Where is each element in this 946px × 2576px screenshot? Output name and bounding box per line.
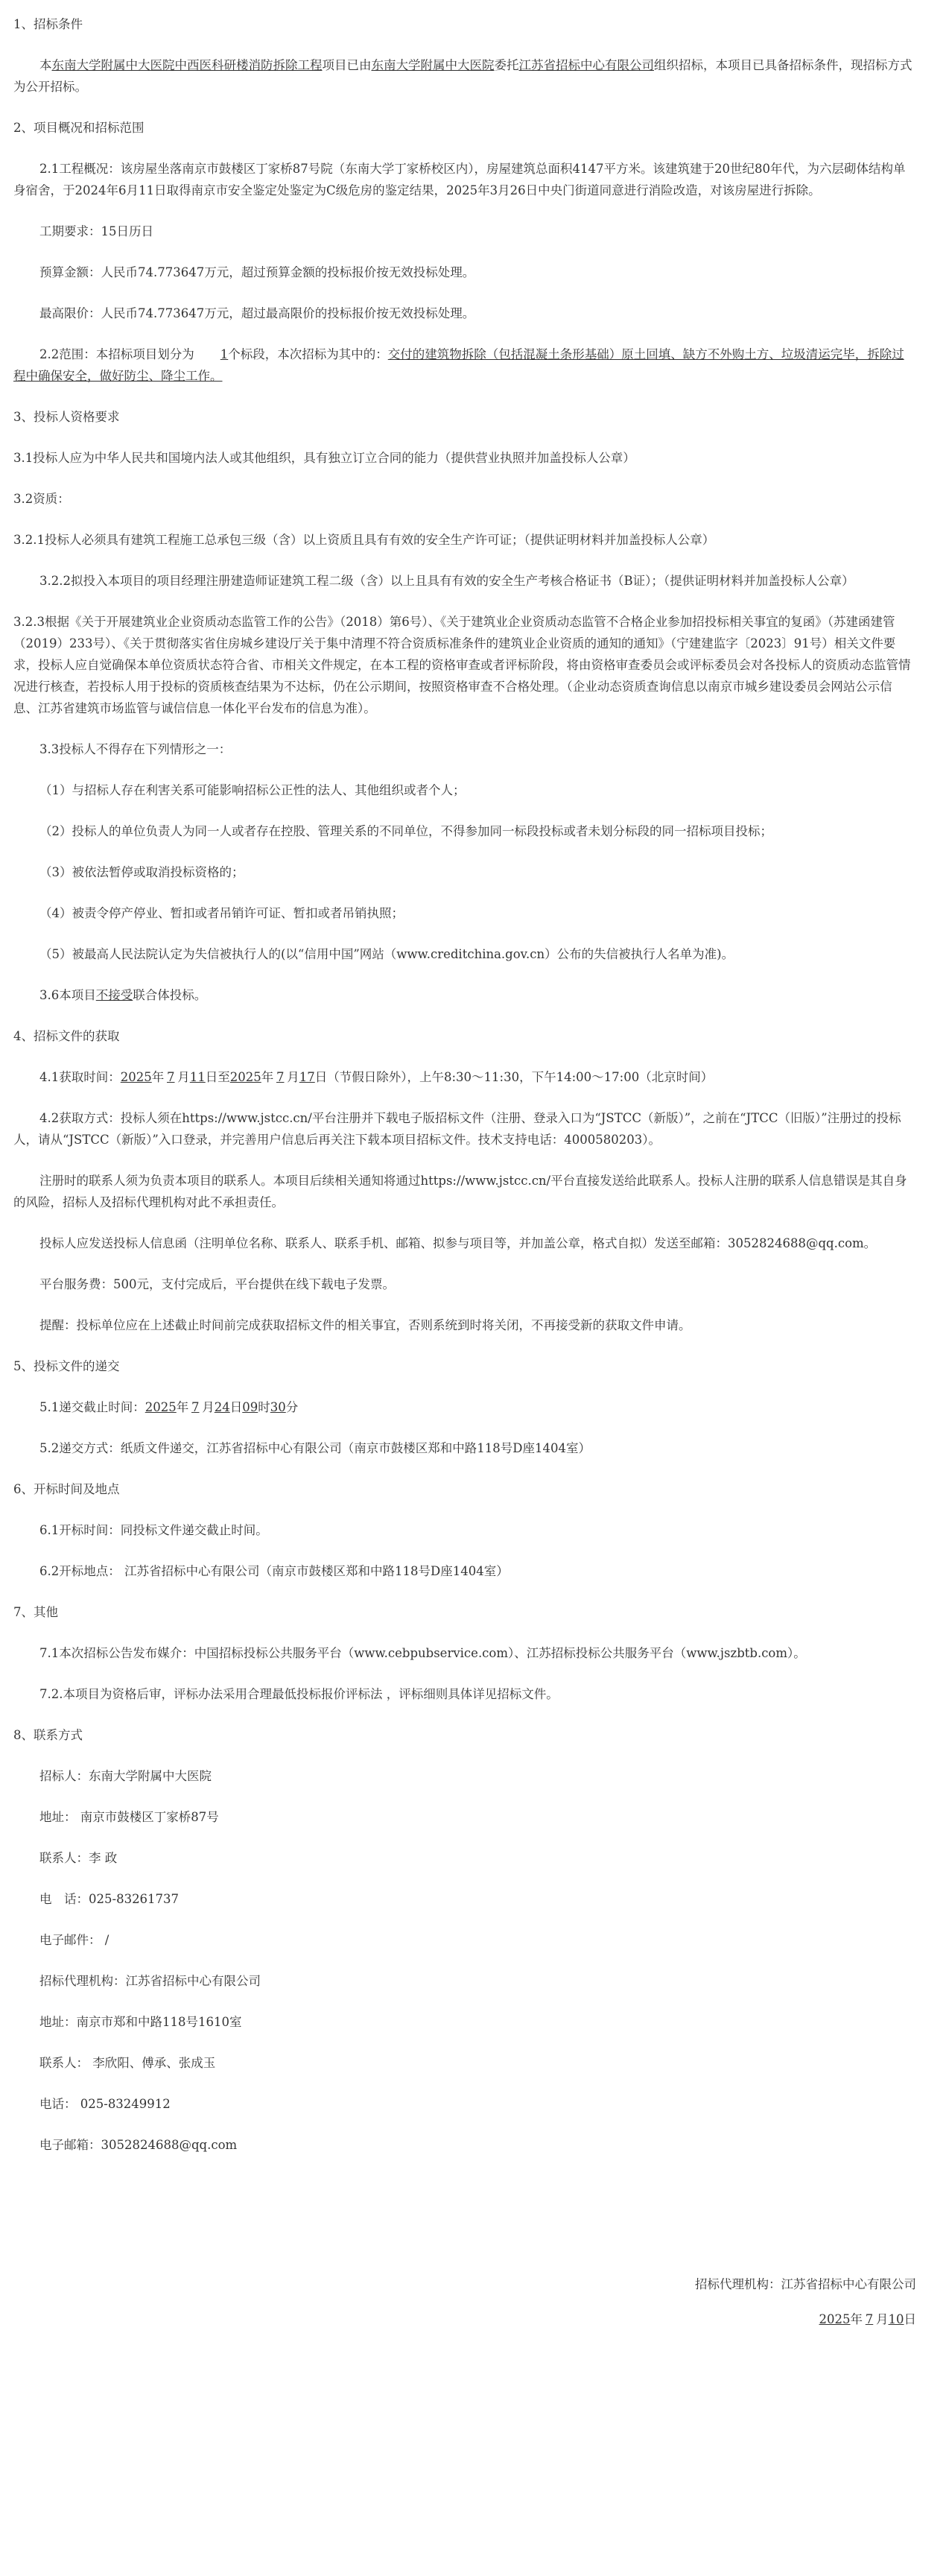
contact-address: 地址： 南京市鼓楼区丁家桥87号 bbox=[39, 1810, 219, 1824]
evaluation-method: 7.2.本项目为资格后审，评标办法采用合理最低投标报价评标法 ，评标细则具体详见招标文件。 bbox=[39, 1687, 559, 1701]
section-heading-7: 7、其他 bbox=[13, 1605, 58, 1619]
exclusion-5: （5）被最高人民法院认定为失信被执行人的(以“信用中国”网站（www.creditchina.gov.cn）公布的失信被执行人名单为准)。 bbox=[39, 947, 734, 961]
section-heading-3: 3、投标人资格要求 bbox=[13, 410, 120, 424]
req-3-2-3: 3.2.3根据《关于开展建筑业企业资质动态监管工作的公告》（2018）第6号）、《关于建筑业企业资质动态监管不合格企业参加招投标相关事宜的复函》（苏建函建管（2019）233号）、《关于贯彻落实省住房城乡建设厅关于集中清理不符合资质标准条件的建筑业企业资质的通知的通知》（宁建建监字〔2023〕91号）相关文件要求，投标人应自觉确保本单位资质状态符合省、市相关文件规定，在本工程的资格审查或者评标阶段，将由资格审查委员会或评标委员会对各投标人的资质动态监管情况进行核查，若投标人用于投标的资质核查结果为不达标，仍在公示期间，按照资格审查不合格处理。（企业动态资质查询信息以南京市城乡建设委员会网站公示信息、江苏省建筑市场监管与诚信信息一体化平台发布的信息为准）。 bbox=[13, 615, 911, 715]
contact-phone: 电 话：025-83261737 bbox=[39, 1892, 180, 1906]
duration: 工期要求：15日历日 bbox=[39, 224, 153, 238]
section-heading-4: 4、招标文件的获取 bbox=[13, 1029, 120, 1043]
req-3-2: 3.2资质： bbox=[13, 492, 70, 506]
opening-time: 6.1开标时间：同投标文件递交截止时间。 bbox=[39, 1523, 268, 1537]
req-3-1: 3.1投标人应为中华人民共和国境内法人或其他组织，具有独立订立合同的能力（提供营业执照并加盖投标人公章） bbox=[13, 451, 635, 465]
contact-note: 注册时的联系人须为负责本项目的联系人。本项目后续相关通知将通过https://www.jstcc.cn/平台直接发送给此联系人。投标人注册的联系人信息错误是其自身的风险，招标人及招标代理机构对此不承担责任。 bbox=[13, 1174, 907, 1209]
section-heading-1: 1、招标条件 bbox=[13, 17, 83, 31]
signature-agency: 招标代理机构：江苏省招标中心有限公司 bbox=[695, 2277, 916, 2291]
req-3-2-2: 3.2.2拟投入本项目的项目经理注册建造师证建筑工程二级（含）以上且具有有效的安全生产考核合格证书（B证）；（提供证明材料并加盖投标人公章） bbox=[39, 574, 854, 588]
contact-person: 联系人：李 政 bbox=[39, 1851, 118, 1865]
contact-email: 电子邮件： / bbox=[39, 1933, 109, 1947]
project-overview: 2.1工程概况：该房屋坐落南京市鼓楼区丁家桥87号院（东南大学丁家桥校区内），房屋建筑总面积4147平方米。该建筑建于20世纪80年代，为六层砌体结构单身宿舍，于2024年6月11日取得南京市安全鉴定处鉴定为C级危房的鉴定结果，2025年3月26日中央门街道同意进行消险改造，对该房屋进行拆除。 bbox=[13, 162, 906, 197]
agency-phone: 电话： 025-83249912 bbox=[39, 2097, 171, 2111]
publication-media: 7.1本次招标公告发布媒介：中国招标投标公共服务平台（www.cebpubservice.com）、江苏招标投标公共服务平台（www.jszbtb.com）。 bbox=[39, 1646, 806, 1660]
agency-email: 电子邮箱：3052824688@qq.com bbox=[39, 2138, 238, 2152]
tenderee-name: 东南大学附属中大医院 bbox=[371, 58, 495, 72]
contact-tenderee: 招标人：东南大学附属中大医院 bbox=[39, 1769, 212, 1783]
req-3-6: 3.6本项目不接受联合体投标。 bbox=[13, 984, 916, 1006]
reminder: 提醒：投标单位应在上述截止时间前完成获取招标文件的相关事宜，否则系统到时将关闭，不再接受新的获取文件申请。 bbox=[39, 1318, 691, 1332]
spacer bbox=[13, 2175, 916, 2273]
section-heading-6: 6、开标时间及地点 bbox=[13, 1482, 120, 1496]
exclusion-2: （2）投标人的单位负责人为同一人或者存在控股、管理关系的不同单位，不得参加同一标段投标或者未划分标段的同一招标项目投标； bbox=[39, 824, 772, 838]
acquire-time: 4.1获取时间：2025年 7 月11日至2025年 7 月17日（节假日除外），上午8:30～11:30，下午14:00～17:00（北京时间） bbox=[39, 1070, 714, 1084]
req-3-2-1: 3.2.1投标人必须具有建筑工程施工总承包三级（含）以上资质且具有有效的安全生产许可证；（提供证明材料并加盖投标人公章） bbox=[13, 533, 715, 547]
section-heading-2: 2、项目概况和招标范围 bbox=[13, 121, 145, 135]
agency-contact-person: 联系人： 李欣阳、傅承、张成玉 bbox=[39, 2056, 216, 2070]
opening-place: 6.2开标地点： 江苏省招标中心有限公司（南京市鼓楼区郑和中路118号D座1404室） bbox=[39, 1564, 509, 1578]
agency-name: 江苏省招标中心有限公司 bbox=[518, 58, 654, 72]
req-3-3: 3.3投标人不得存在下列情形之一： bbox=[39, 742, 232, 756]
budget: 预算金额：人民币74.773647万元，超过预算金额的投标报价按无效投标处理。 bbox=[39, 265, 475, 279]
section-heading-8: 8、联系方式 bbox=[13, 1728, 83, 1742]
tender-scope: 2.2范围：本招标项目划分为 1个标段，本次招标为其中的：交付的建筑物拆除（包括混凝土条形基础）原土回填、缺方不外购土方、垃圾清运完毕，拆除过程中确保安全，做好防尘、降尘工作。 bbox=[13, 344, 916, 387]
tender-conditions: 本东南大学附属中大医院中西医科研楼消防拆除工程项目已由东南大学附属中大医院委托江苏省招标中心有限公司组织招标，本项目已具备招标条件，现招标方式为公开招标。 bbox=[13, 58, 912, 94]
platform-fee: 平台服务费：500元，支付完成后，平台提供在线下载电子发票。 bbox=[39, 1277, 395, 1291]
acquire-method: 4.2获取方式：投标人须在https://www.jstcc.cn/平台注册并下载电子版招标文件（注册、登录入口为“JSTCC（新版）”，之前在“JTCC（旧版）”注册过的投标人，请从“JSTCC（新版）”入口登录，并完善用户信息后再关注下载本项目招标文件。技术支持电话：4000580203）。 bbox=[13, 1111, 901, 1147]
project-name: 东南大学附属中大医院中西医科研楼消防拆除工程 bbox=[51, 58, 323, 72]
agency-address: 地址：南京市郑和中路118号1610室 bbox=[39, 2015, 242, 2029]
contact-agency: 招标代理机构：江苏省招标中心有限公司 bbox=[39, 1974, 261, 1988]
consortium-value: 不接受 bbox=[95, 988, 133, 1002]
submission-method: 5.2递交方式：纸质文件递交，江苏省招标中心有限公司（南京市鼓楼区郑和中路118号D座1404室） bbox=[39, 1441, 591, 1455]
section-heading-5: 5、投标文件的递交 bbox=[13, 1359, 120, 1373]
exclusion-4: （4）被责令停产停业、暂扣或者吊销许可证、暂扣或者吊销执照； bbox=[39, 906, 404, 920]
exclusion-1: （1）与招标人存在利害关系可能影响招标公正性的法人、其他组织或者个人； bbox=[39, 783, 466, 797]
exclusion-3: （3）被依法暂停或取消投标资格的； bbox=[39, 865, 244, 879]
lot-count: 1 bbox=[220, 347, 229, 361]
signature-date: 2025年 7 月10日 bbox=[819, 2312, 916, 2326]
scope-text: 交付的建筑物拆除（包括混凝土条形基础）原土回填、缺方不外购土方、垃圾清运完毕，拆除过程中确保安全，做好防尘、降尘工作。 bbox=[13, 347, 904, 383]
max-price: 最高限价：人民币74.773647万元，超过最高限价的投标报价按无效投标处理。 bbox=[39, 306, 475, 320]
email-note: 投标人应发送投标人信息函（注明单位名称、联系人、联系手机、邮箱、拟参与项目等，并加盖公章，格式自拟）发送至邮箱：3052824688@qq.com。 bbox=[39, 1236, 877, 1250]
submission-deadline: 5.1递交截止时间：2025年 7 月24日09时30分 bbox=[39, 1400, 299, 1414]
